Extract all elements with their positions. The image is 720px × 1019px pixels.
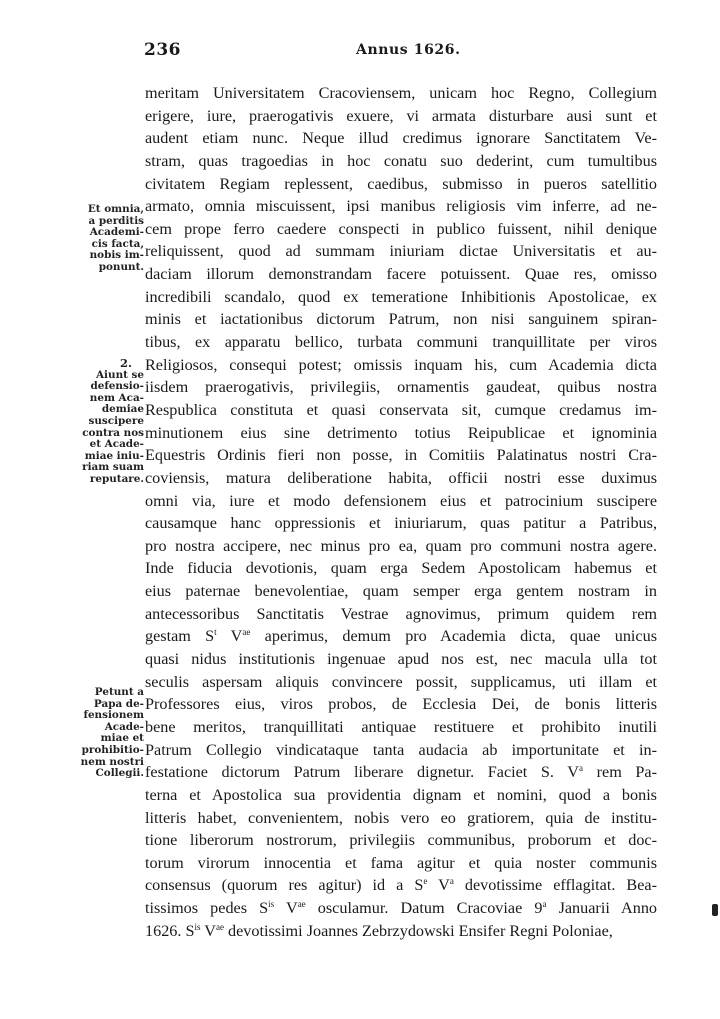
page-number: 236 (144, 40, 181, 60)
text-line: quasi nidus institutionis ingenuae apud nos est, nec macula ulla tot (145, 650, 657, 669)
page-edge-mark (712, 904, 718, 916)
margin-note-line: nem nostri (80, 755, 144, 768)
text-line: terna et Apostolica sua providentia dignam et nomini, quod a bonis (145, 785, 657, 804)
text-line: iisdem praerogativis, privilegiis, ornamentis gaudeat, quibus nostra (145, 378, 657, 397)
margin-note-line: reputare. (89, 472, 144, 485)
margin-note-line: Aiunt se (96, 368, 144, 381)
text-line: minutionem eius sine detrimento totius Reipublicae et ignominia (145, 423, 657, 442)
margin-note-line: cis facta, (91, 237, 144, 250)
text-line: cem prope ferro caedere conspecti in publico fuissent, nihil denique (145, 219, 657, 238)
margin-note-line: Papa de- (93, 697, 144, 710)
margin-note-line: Academi- (89, 226, 144, 239)
text-line: tione liberorum nostrorum, privilegiis communibus, proborum et doc- (145, 831, 657, 850)
margin-note-line: Petunt a (94, 686, 144, 698)
text-line: pro nostra accipere, nec minus pro ea, quam pro communi nostra agere. (145, 536, 657, 555)
text-line: tibus, ex apparatu bellico, turbata communi tranquillitate per viros (145, 333, 657, 352)
margin-note-line: Collegii. (95, 767, 144, 780)
margin-note-line: riam suam (82, 461, 144, 474)
margin-note-defensio (74, 358, 144, 486)
margin-note-line: nem Aca- (89, 391, 144, 404)
text-line: civitatem Regiam replessent, caedibus, submisso in pueros satellitio (145, 174, 657, 193)
main-text-column (145, 82, 657, 942)
margin-note-line: a perditis (88, 214, 144, 227)
margin-note-line: Acade- (104, 720, 144, 733)
text-line: Religiosos, consequi potest; omissis inquam his, cum Academia dicta (145, 355, 657, 374)
margin-note-line: fensionem (83, 709, 144, 722)
text-line: 1626. $S^{is}$ $V^{ae}$ devotissimi Joannes Zebrzydowski Ensifer Regni Poloniae, (145, 921, 613, 940)
text-line: meritam Universitatem Cracoviensem, unicam hoc Regno, Collegium (145, 84, 657, 102)
margin-note-line: defensio- (90, 380, 144, 393)
text-line: erigere, iure, praerogativis exuere, vi armata disturbare ausi sunt et (145, 106, 657, 125)
text-line: seculis aspersam aliquis convincere possit, supplicamus, uti illam et (145, 672, 657, 691)
text-line: omni via, iure et modo defensionem eius et patrocinium suscipere (145, 491, 657, 510)
text-line: daciam illorum demonstrandam facere potuissent. Quae res, omisso (145, 265, 657, 284)
text-line: torum virorum innocentia et fama agitur et quia noster communis (145, 853, 657, 872)
text-line: causamque hanc oppressionis et iniuriarum, quas patitur a Patribus, (145, 514, 657, 533)
margin-note-line: miae iniu- (84, 449, 144, 462)
text-line: gestam $S^t$ $V^{ae}$ aperimus, demum pro Academia dicta, quae unicus (145, 627, 657, 646)
text-line: Inde fiducia devotionis, quam erga Sedem Apostolicam habemus et (145, 559, 657, 578)
text-line: bene meritos, tranquillitati antiquae restituere et prohibito inutili (145, 717, 657, 736)
text-line: antecessoribus Sanctitatis Vestrae agnovimus, primum quidem rem (145, 604, 657, 623)
running-head: Annus 1626. (356, 42, 461, 58)
text-line: minis et iactationibus dictorum Patrum, non nisi sanguinem spiran- (145, 310, 657, 329)
margin-note-line: suscipere (88, 414, 144, 427)
margin-note-line: prohibitio- (81, 743, 144, 756)
margin-note-line: contra nos (82, 426, 144, 439)
text-line: Respublica constituta et quasi conservata sit, cumque credamus im- (145, 400, 657, 419)
text-line: armato, omnia miscuissent, ipsi manibus religiosis vim inferre, ad ne- (145, 197, 657, 216)
margin-note-omnia (74, 204, 144, 274)
text-line: incredibili scandalo, quod ex temeratione Inhibitionis Apostolicae, ex (145, 287, 657, 306)
text-line: Patrum Collegio vindicataque tanta audacia ab importunitate et in- (145, 740, 657, 759)
margin-note-line: Et omnia, (87, 203, 144, 215)
margin-note-line: miae et (100, 732, 144, 745)
page-header (0, 40, 720, 64)
text-line: Equestris Ordinis fieri non posse, in Comitiis Palatinatus nostri Cra- (145, 446, 657, 465)
margin-note-line: nobis im- (89, 249, 144, 262)
text-line: coviensis, matura deliberatione habita, officii nostri esse duximus (145, 468, 657, 487)
text-line: litteris habet, convenientem, nobis vero eo gratiorem, quia de institu- (145, 808, 657, 827)
text-line: tissimos pedes $S^{is}$ $V^{ae}$ osculamur. Datum Cracoviae 9$^a$ Januarii Anno (145, 899, 658, 918)
text-line: eius paternae benevolentiae, quam semper erga gentem nostram in (145, 582, 657, 601)
text-line: Professores eius, viros probos, de Ecclesia Dei, de bonis litteris (145, 695, 657, 714)
margin-note-line: demiae (101, 403, 144, 416)
margin-note-line: et Acade- (89, 438, 144, 451)
margin-note-petunt (74, 687, 144, 780)
margin-note-number: 2. (119, 356, 132, 370)
text-line: consensus (quorum res agitur) id a $S^e$ $V^a$ devotissime efflagitat. Bea- (145, 876, 657, 895)
text-line: stram, quas tragoedias in hoc conatu suo dederint, cum tumultibus (145, 151, 657, 170)
text-line: festatione dictorum Patrum liberare dignetur. Faciet S. $V^a$ rem Pa- (145, 763, 657, 782)
margin-note-line: ponunt. (98, 260, 144, 273)
text-line: audent etiam nunc. Neque illud credimus ignorare Sanctitatem Ve- (145, 129, 657, 148)
text-line: reliquissent, quod ad summam iniuriam dictae Universitatis et au- (145, 242, 657, 261)
